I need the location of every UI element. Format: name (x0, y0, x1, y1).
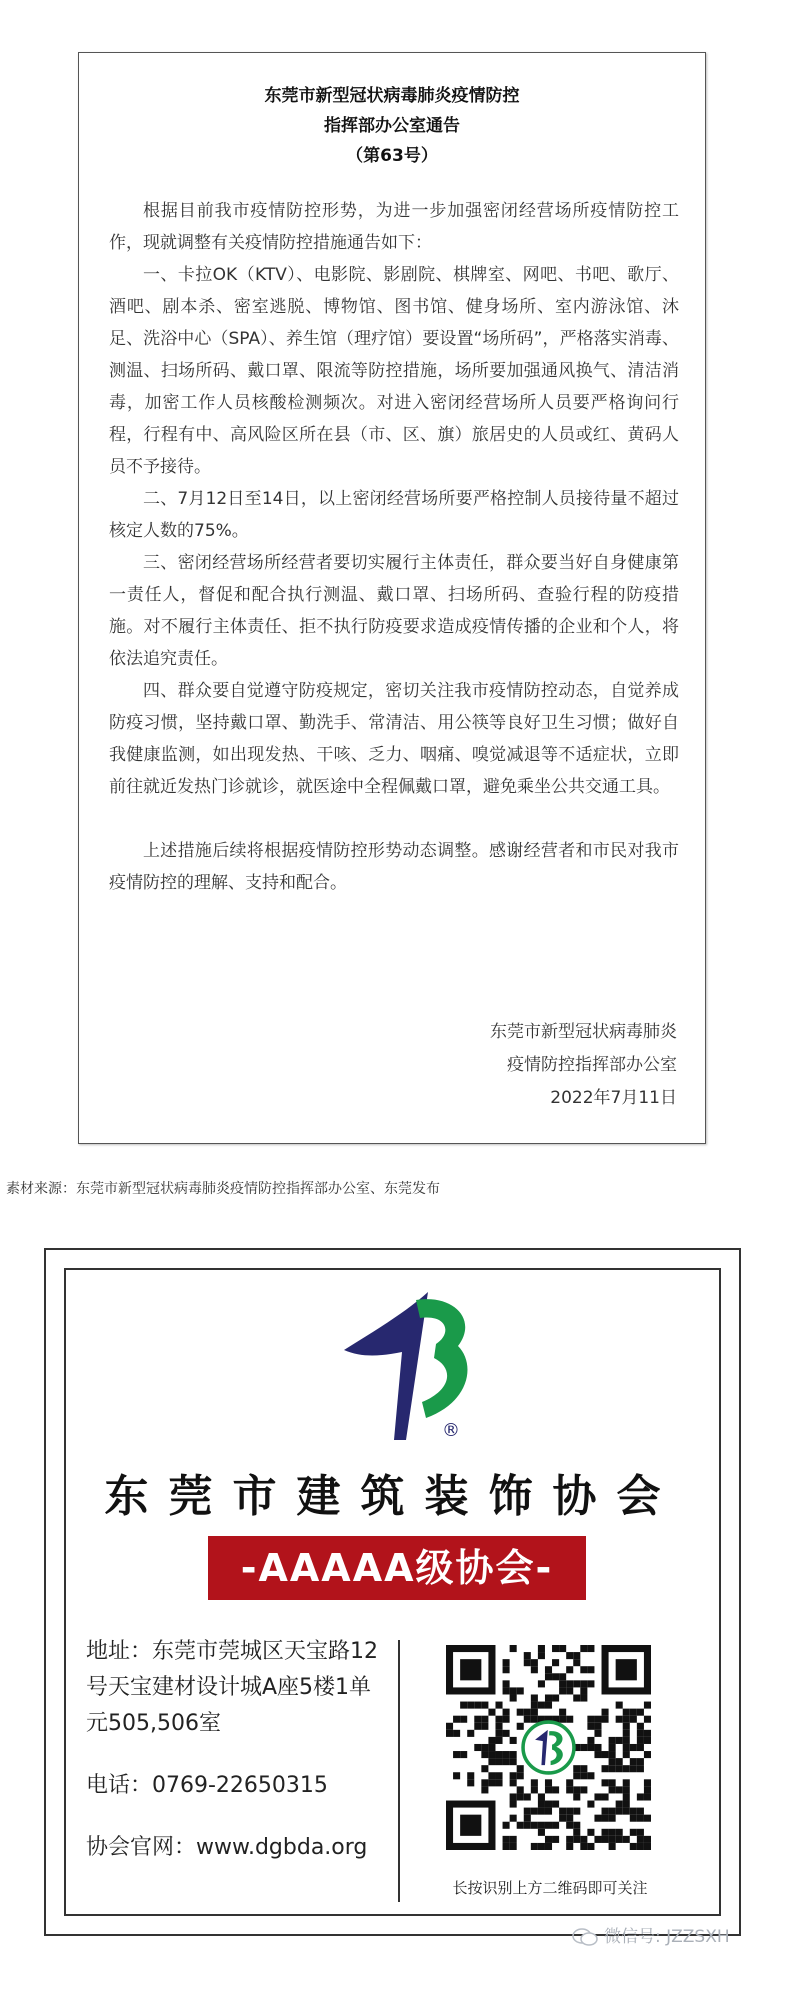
notice-paragraph: 一、卡拉OK（KTV）、电影院、影剧院、棋牌室、网吧、书吧、歌厅、酒吧、剧本杀、密室逃脱、博物馆、图书馆、健身场所、室内游泳馆、沐足、洗浴中心（SPA）、养生馆（理疗馆）要设置“场所码”，严格落实消毒、测温、扫场所码、戴口罩、限流等防控措施，场所要加强通风换气、清洁消毒，加密工作人员核酸检测频次。对进入密闭经营场所人员要严格询问行程，行程有中、高风险区所在县（市、区、旗）旅居史的人员或红、黄码人员不予接待。 (109, 265, 679, 477)
qr-caption: 长按识别上方二维码即可关注 (452, 1879, 648, 1897)
signature-date: 2022年7月11日 (550, 1088, 677, 1108)
notice-paragraph: 上述措施后续将根据疫情防控形势动态调整。感谢经营者和市民对我市疫情防控的理解、支持和配合。 (109, 841, 679, 893)
contact-info (86, 1634, 386, 1866)
signature-org-line1: 东莞市新型冠状病毒肺炎 (490, 1022, 677, 1042)
address-text: 地址：东莞市莞城区天宝路12号天宝建材设计城A座5楼1单元505,506室 (86, 1639, 378, 1736)
grade-banner: -AAAAA级协会- (208, 1536, 586, 1600)
notice-paragraph: 三、密闭经营场所经营者要切实履行主体责任，群众要当好自身健康第一责任人，督促和配合执行测温、戴口罩、扫场所码、查验行程的防疫措施。对不履行主体责任、拒不执行防疫要求造成疫情传播的企业和个人，将依法追究责任。 (109, 553, 679, 669)
association-logo (336, 1290, 476, 1440)
notice-title-line2: 指挥部办公室通告 (324, 116, 460, 136)
signature-org-line2: 疫情防控指挥部办公室 (507, 1055, 677, 1075)
notice-paragraph: 四、群众要自觉遵守防疫规定，密切关注我市疫情防控动态，自觉养成防疫习惯，坚持戴口罩、勤洗手、常清洁、用公筷等良好卫生习惯；做好自我健康监测，如出现发热、干咳、乏力、咽痛、嗅觉减退等不适症状，立即前往就近发热门诊就诊，就医途中全程佩戴口罩，避免乘坐公共交通工具。 (109, 681, 679, 797)
qr-code[interactable] (446, 1645, 651, 1850)
association-name: 东莞市建筑装饰协会 (104, 1471, 681, 1522)
notice-number: （第63号） (346, 146, 438, 166)
notice-paragraph: 二、7月12日至14日，以上密闭经营场所要严格控制人员接待量不超过核定人数的75%。 (109, 489, 679, 541)
association-ad (44, 1248, 741, 1936)
logo-blue-stroke (344, 1292, 428, 1440)
wechat-icon (572, 1927, 598, 1947)
phone-text: 电话：0769-22650315 (86, 1773, 328, 1798)
source-credit: 素材来源：东莞市新型冠状病毒肺炎疫情防控指挥部办公室、东莞发布 (6, 1181, 440, 1197)
notice-card (78, 52, 706, 1144)
notice-signature (490, 1016, 677, 1115)
cropped-header-strip (0, 0, 790, 10)
wechat-id-text: 微信号: JZZSXH (604, 1927, 730, 1947)
wechat-watermark (572, 1922, 730, 1947)
association-ad-inner-frame (64, 1268, 721, 1916)
notice-body (109, 195, 679, 899)
registered-mark: ® (442, 1420, 460, 1440)
vertical-divider (398, 1640, 400, 1902)
notice-paragraph: 根据目前我市疫情防控形势，为进一步加强密闭经营场所疫情防控工作，现就调整有关疫情防控措施通告如下： (109, 201, 679, 253)
notice-title-line1: 东莞市新型冠状病毒肺炎疫情防控 (264, 86, 520, 106)
notice-title (79, 81, 705, 171)
logo-green-stroke (416, 1299, 467, 1418)
website-text: 协会官网：www.dgbda.org (86, 1835, 368, 1860)
